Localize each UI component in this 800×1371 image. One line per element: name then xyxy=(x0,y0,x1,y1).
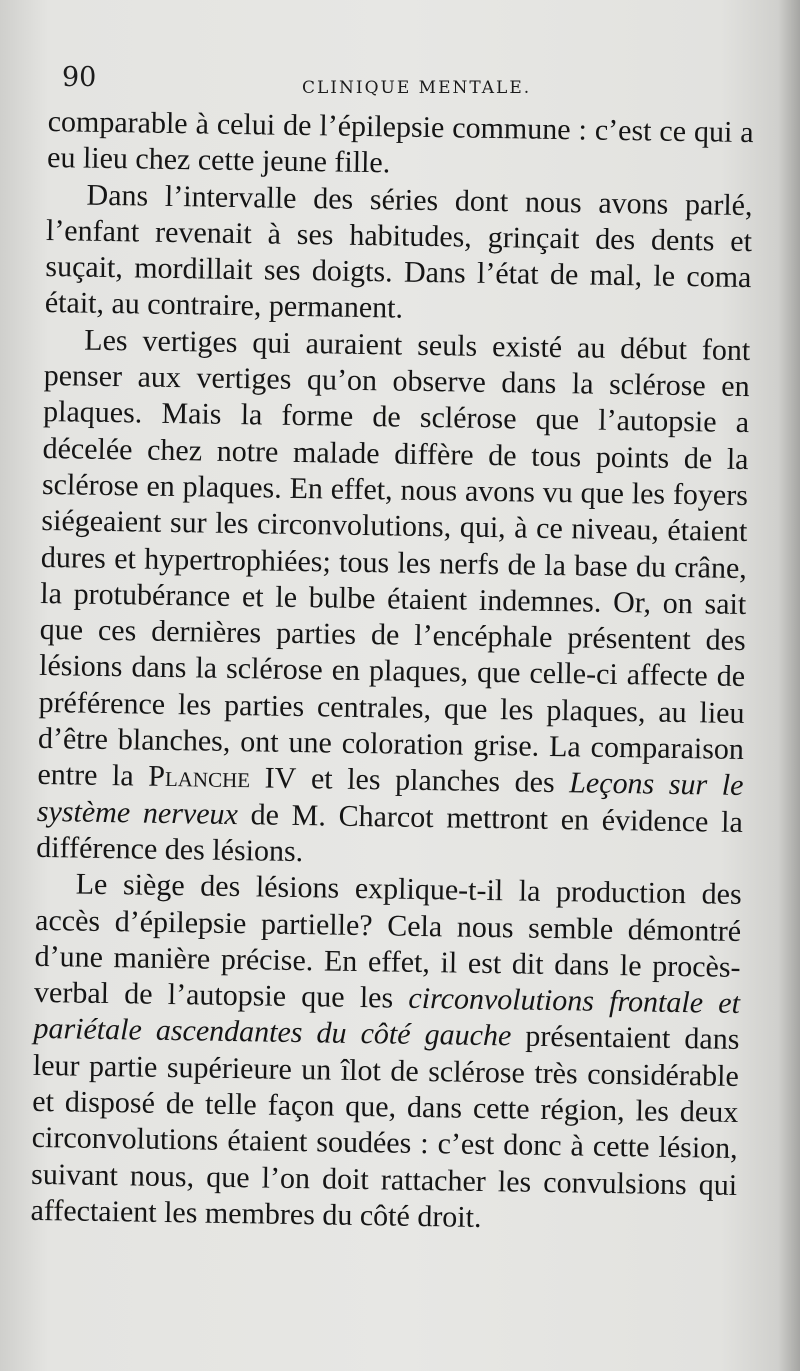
page-body xyxy=(30,104,754,1240)
emphasized-phrase: circonvolutions frontale et pariétale ascendantes du côté gauche xyxy=(33,981,741,1053)
paragraph-2 xyxy=(45,177,753,333)
running-title: CLINIQUE MENTALE. xyxy=(302,78,532,98)
paragraph-4 xyxy=(30,866,742,1240)
paragraph-3-text-b: et les planches des xyxy=(310,762,555,800)
paragraph-1-text: comparable à celui de l’épilepsie commune : c’est ce qui a eu lieu chez cette jeune fille. xyxy=(46,104,754,180)
paragraph-4-text-b: présentaient dans leur partie supérieure un îlot de sclérose très considérable et disposé de telle façon que, dans cette région, les deux circonvolutions étaient soudées : c’est donc à cette lésion, suivant nous, que l’on doit rattacher les convulsions qui affectaient les membres du côté droit. xyxy=(30,1020,740,1234)
paragraph-3-text-a: Les vertiges qui auraient seuls existé au début font penser aux vertiges qu’on observe dans la sclérose en plaques. Mais la forme de sclérose que l’autopsie a décelée chez notre malade diffère de tous points de la sclérose en plaques. En effet, nous avons vu que les foyers siégeaient sur les circonvolutions, qui, à ce niveau, étaient dures et hypertrophiées; tous les nerfs de la base du crâne, la protubérance et le bulbe étaient indemnes. Or, on sait que ces dernières parties de l’encéphale présentent des lésions dans la sclérose en plaques, que celle-ci affecte de préférence les parties centrales, que les plaques, au lieu d’être blanches, ont une coloration grise. La comparaison entre la xyxy=(37,323,751,793)
paragraph-1 xyxy=(47,104,754,188)
paragraph-4-text-a: Le siège des lésions explique-t-il la production des accès d’épilepsie partielle? Cela nous semble démontré d’une manière précise. En effet, il est dit dans le procès-verbal de l’autopsie que les xyxy=(33,867,742,1015)
page-header xyxy=(62,62,760,102)
page-number: 90 xyxy=(62,62,97,93)
paragraph-2-text: Dans l’intervalle des séries dont nous avons parlé, l’enfant revenait à ses habitudes, grinçait des dents et suçait, mordillait ses doigts. Dans l’état de mal, le coma était, au contraire, permanent. xyxy=(44,178,753,326)
paragraph-3 xyxy=(36,322,750,877)
paragraph-3-text-c: de M. Charcot mettront en évidence la différence des lésions. xyxy=(36,797,744,869)
book-title: Leçons sur le système nerveux xyxy=(36,766,744,831)
page-edge-shadow xyxy=(778,0,800,1371)
plate-reference: Planche IV xyxy=(148,760,297,796)
